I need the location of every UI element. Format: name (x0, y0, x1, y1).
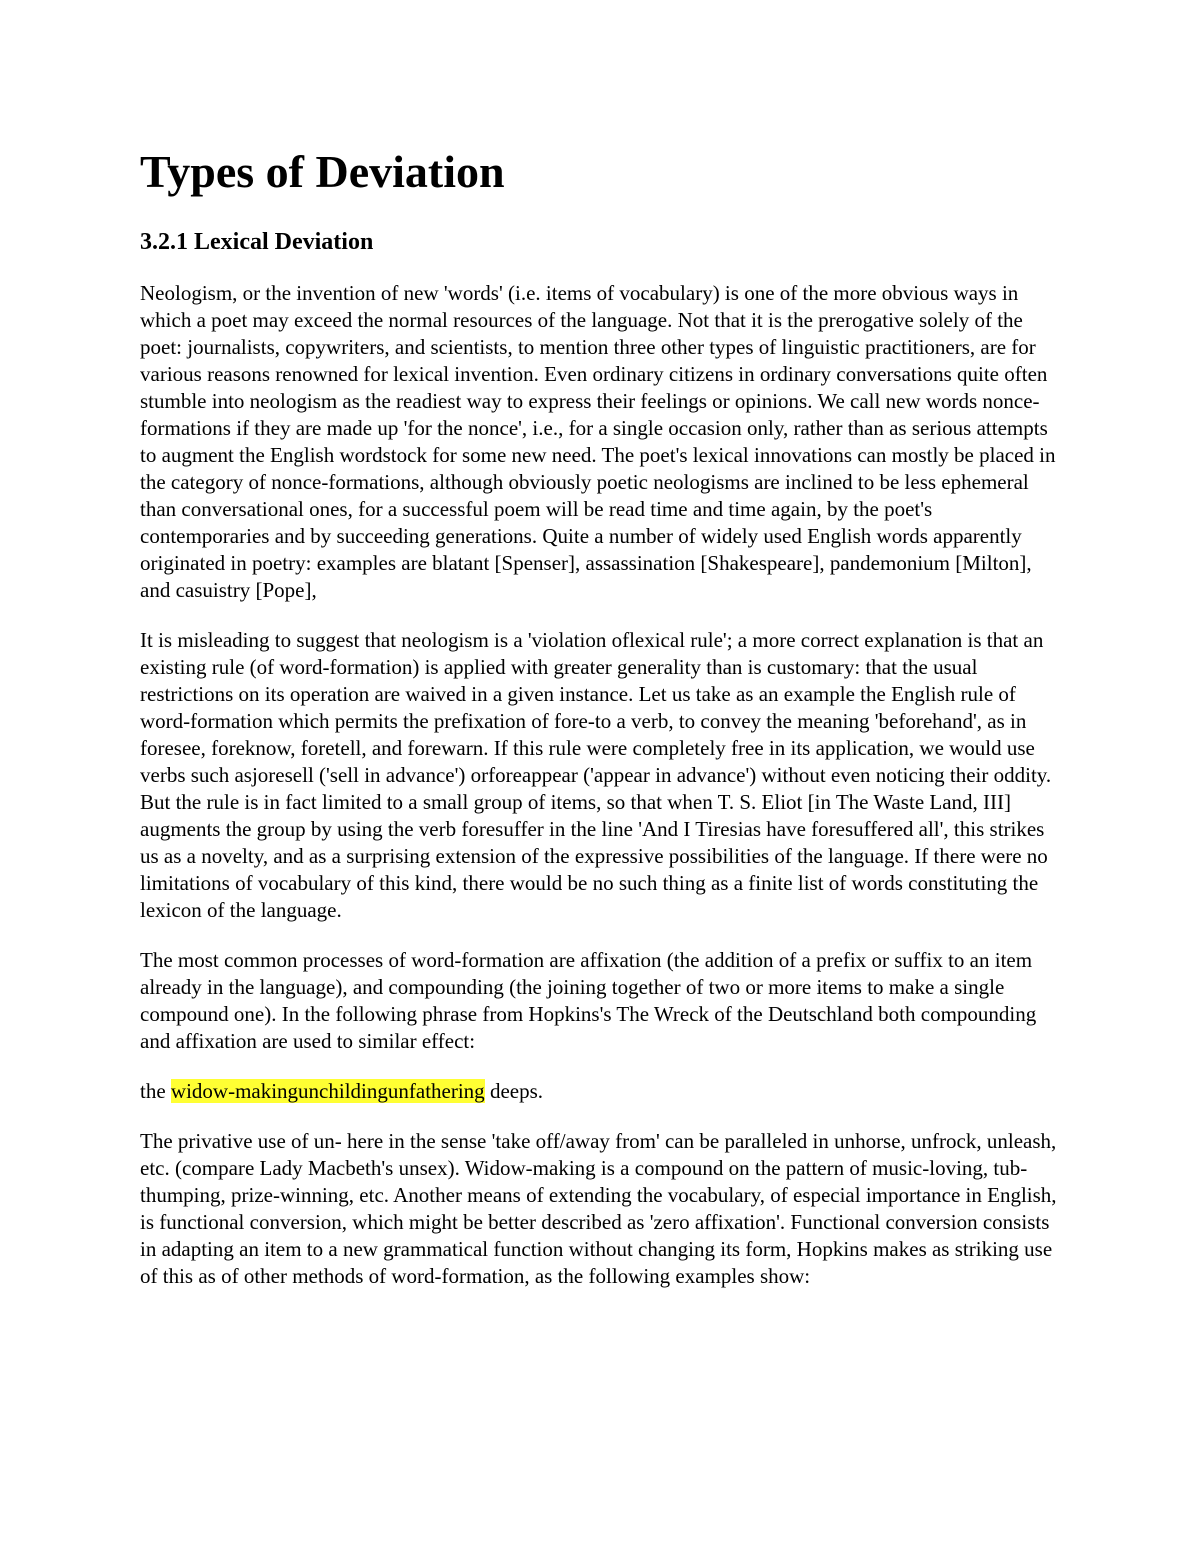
quote-line (140, 1078, 1060, 1105)
paragraph-word-formation: The most common processes of word-formation are affixation (the addition of a prefix or suffix to an item already in the language), and compounding (the joining together of two or more items to make a single compound one). In the following phrase from Hopkins's The Wreck of the Deutschland both compounding and affixation are used to similar effect: (140, 948, 1037, 1053)
section-heading: 3.2.1 Lexical Deviation (140, 229, 374, 255)
quote-highlighted-phrase: widow-makingunchildingunfathering (170, 1079, 485, 1103)
paragraph-lexical-rule: It is misleading to suggest that neologism is a 'violation oflexical rule'; a more correct explanation is that an existing rule (of word-formation) is applied with greater generality than is customary: that the usual restrictions on its operation are waived in a given instance. Let us take as an example the English rule of word-formation which permits the prefixation of fore-to a verb, to convey the meaning 'beforehand', as in foresee, foreknow, foretell, and forewarn. If this rule were completely free in its application, we would use verbs such asjoresell ('sell in advance') orforeappear ('appear in advance') without even noticing their oddity. But the rule is in fact limited to a small group of items, so that when T. S. Eliot [in The Waste Land, III] augments the group by using the verb foresuffer in the line 'And I Tiresias have foresuffered all', this strikes us as a novelty, and as a surprising extension of the expressive possibilities of the language. If there were no limitations of vocabulary of this kind, there would be no such thing as a finite list of words constituting the lexicon of the language. (140, 628, 1052, 922)
quote-prefix: the (140, 1079, 171, 1103)
document-title: Types of Deviation (140, 146, 505, 197)
quote-suffix: deeps. (484, 1079, 544, 1103)
paragraph-neologism: Neologism, or the invention of new 'words' (i.e. items of vocabulary) is one of the more obvious ways in which a poet may exceed the normal resources of the language. Not that it is the prerogative solely of the poet: journalists, copywriters, and scientists, to mention three other types of linguistic practitioners, are for various reasons renowned for lexical invention. Even ordinary citizens in ordinary conversations quite often stumble into neologism as the readiest way to express their feelings or opinions. We call new words nonce-formations if they are made up 'for the nonce', i.e., for a single occasion only, rather than as serious attempts to augment the English wordstock for some new need. The poet's lexical innovations can mostly be placed in the category of nonce-formations, although obviously poetic neologisms are inclined to be less ephemeral than conversational ones, for a successful poem will be read time and time again, by the poet's contemporaries and by succeeding generations. Quite a number of widely used English words apparently originated in poetry: examples are blatant [Spenser], assassination [Shakespeare], pandemonium [Milton], and casuistry [Pope], (140, 281, 1056, 602)
document-page (140, 142, 1060, 1290)
paragraph-functional-conversion: The privative use of un- here in the sense 'take off/away from' can be paralleled in unhorse, unfrock, unleash, etc. (compare Lady Macbeth's unsex). Widow-making is a compound on the pattern of music-loving, tub-thumping, prize-winning, etc. Another means of extending the vocabulary, of especial importance in English, is functional conversion, which might be better described as 'zero affixation'. Functional conversion consists in adapting an item to a new grammatical function without changing its form, Hopkins makes as striking use of this as of other methods of word-formation, as the following examples show: (140, 1129, 1057, 1288)
